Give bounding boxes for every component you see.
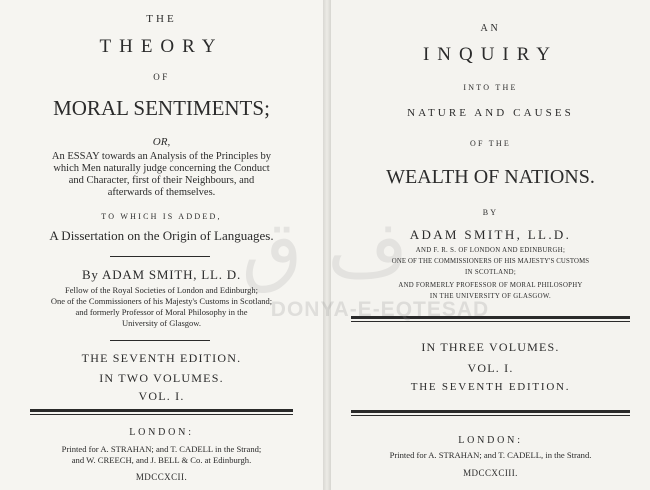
left-london: LONDON: xyxy=(129,427,194,438)
left-credential-line: and formerly Professor of Moral Philosophy in the xyxy=(75,307,248,317)
watermark-logo: ف ق xyxy=(241,205,409,295)
right-volumes: IN THREE VOLUMES. xyxy=(421,340,560,354)
left-rule-thin xyxy=(30,414,293,415)
left-printer-line: and W. CREECH, and J. BELL & Co. at Edinburgh. xyxy=(71,455,252,465)
right-credential-line: ONE OF THE COMMISSIONERS OF HIS MAJESTY'S CUSTOMS xyxy=(391,258,590,265)
right-into: INTO THE xyxy=(463,83,518,92)
left-vol: VOL. I. xyxy=(138,389,185,403)
right-credential-line: IN THE UNIVERSITY OF GLASGOW. xyxy=(429,293,552,300)
right-title: WEALTH OF NATIONS. xyxy=(386,166,595,188)
left-divider xyxy=(110,256,210,257)
left-essay-line: afterwards of themselves. xyxy=(107,187,216,198)
left-rule-thick xyxy=(30,409,293,412)
right-author: ADAM SMITH, LL.D. xyxy=(409,227,572,242)
watermark-text: DONYA-E-EQTESAD xyxy=(270,298,490,321)
left-year: MDCCXCII. xyxy=(135,472,188,482)
left-added: TO WHICH IS ADDED, xyxy=(101,212,222,221)
right-london: LONDON: xyxy=(458,435,523,446)
right-credential-line: IN SCOTLAND; xyxy=(464,269,517,276)
left-essay-line: which Men naturally judge concerning the Conduct xyxy=(53,163,270,174)
left-essay-line: and Character, first of their Neighbours, and xyxy=(68,175,255,186)
right-rule-thick xyxy=(351,410,630,413)
left-author: By ADAM SMITH, LL. D. xyxy=(81,267,242,282)
right-vol: VOL. I. xyxy=(467,361,514,375)
left-credential-line: One of the Commissioners of his Majesty's Customs in Scotland; xyxy=(50,296,273,306)
right-credential-line: AND F. R. S. OF LONDON AND EDINBURGH; xyxy=(415,247,566,254)
left-essay-line: An ESSAY towards an Analysis of the Principles by xyxy=(51,151,272,162)
right-rule-thin xyxy=(351,415,630,416)
left-or: OR, xyxy=(152,136,171,148)
right-inquiry: INQUIRY xyxy=(422,44,559,65)
left-of: OF xyxy=(153,72,170,82)
left-volumes: IN TWO VOLUMES. xyxy=(99,371,224,385)
right-printer: Printed for A. STRAHAN; and T. CADELL, in the Strand. xyxy=(389,450,592,460)
left-edition: THE SEVENTH EDITION. xyxy=(81,351,242,365)
left-the: THE xyxy=(146,13,177,25)
right-credential-line: AND FORMERLY PROFESSOR OF MORAL PHILOSOPHY xyxy=(398,282,583,289)
left-credential-line: Fellow of the Royal Societies of London and Edinburgh; xyxy=(65,285,258,295)
right-edition: THE SEVENTH EDITION. xyxy=(410,381,571,393)
left-dissertation: A Dissertation on the Origin of Languages. xyxy=(49,228,274,243)
right-of-the: OF THE xyxy=(469,139,512,148)
right-nature: NATURE AND CAUSES xyxy=(407,107,574,119)
right-an: AN xyxy=(480,23,501,34)
left-credential-line: University of Glasgow. xyxy=(121,318,201,328)
left-divider xyxy=(110,340,210,341)
right-by: BY xyxy=(482,208,499,217)
left-title: MORAL SENTIMENTS; xyxy=(53,96,270,120)
left-printer-line: Printed for A. STRAHAN; and T. CADELL in the Strand; xyxy=(61,444,262,454)
left-theory: THEORY xyxy=(99,36,224,57)
right-year: MDCCXCIII. xyxy=(463,468,518,478)
